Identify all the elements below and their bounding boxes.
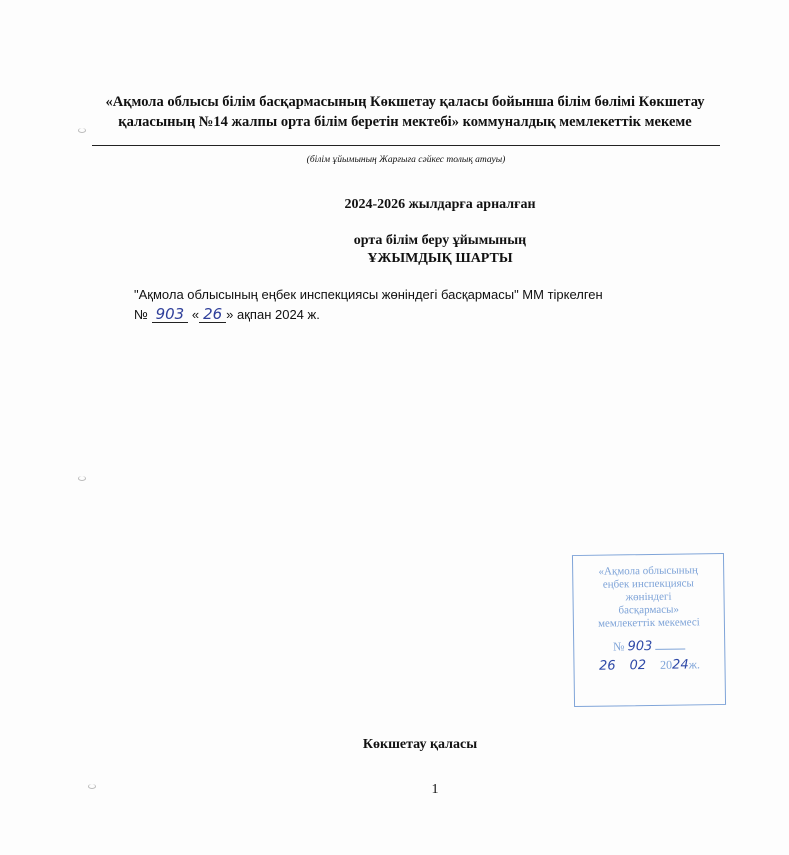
registration-block	[134, 285, 754, 325]
stamp-number-prefix: №	[612, 639, 625, 654]
stamp-date-line	[574, 658, 724, 673]
organization-type-heading	[240, 232, 640, 268]
stamp-number-line	[574, 639, 724, 654]
stamp-year-end: ж.	[688, 657, 701, 672]
period-heading: 2024-2026 жылдарға арналған	[344, 197, 536, 212]
registration-day: 26	[199, 306, 226, 323]
registration-number: 903	[152, 306, 189, 323]
stamp-number: 903	[627, 638, 653, 655]
stamp-line3: жөніндегі	[625, 590, 672, 604]
registration-number-prefix: №	[134, 307, 148, 322]
registration-line: "Ақмола облысының еңбек инспекциясы жөніндегі басқармасы" ММ тіркелген	[134, 287, 603, 302]
title-underline	[92, 145, 720, 146]
registration-date-rest: » ақпан 2024 ж.	[226, 307, 320, 322]
registration-details	[134, 305, 754, 325]
stamp-day: 26	[598, 658, 616, 674]
organization-name-note: (білім ұйымының Жарғыға сәйкес толық атауы)	[306, 155, 506, 165]
stamp-line1: «Ақмола облысының	[598, 564, 698, 578]
stamp-line2: еңбек инспекциясы	[602, 577, 694, 591]
stamp-year-suffix: 24	[672, 657, 689, 673]
page-number: 1	[431, 782, 439, 797]
punch-hole-mark	[88, 784, 96, 789]
stamp-line4: басқармасы»	[618, 603, 680, 617]
city-name: Көкшетау қаласы	[362, 737, 478, 752]
quote-open: «	[191, 307, 200, 322]
stamp-month: 02	[629, 658, 647, 674]
stamp-year-prefix: 20	[660, 657, 673, 672]
stamp-line5: мемлекеттік мекемесі	[597, 616, 700, 630]
organization-type: орта білім беру ұйымының	[353, 233, 527, 248]
organization-title-line2: қаласының №14 жалпы орта білім беретін мектебі» коммуналдық мемлекеттік мекеме	[118, 114, 692, 130]
organization-title-line1: «Ақмола облысы білім басқармасының Көкшетау қаласы бойынша білім бөлімі Көкшетау	[105, 94, 705, 110]
registration-stamp	[572, 553, 726, 707]
organization-title	[60, 92, 750, 132]
punch-hole-mark	[78, 476, 86, 481]
document-title: ҰЖЫМДЫҚ ШАРТЫ	[367, 251, 513, 266]
